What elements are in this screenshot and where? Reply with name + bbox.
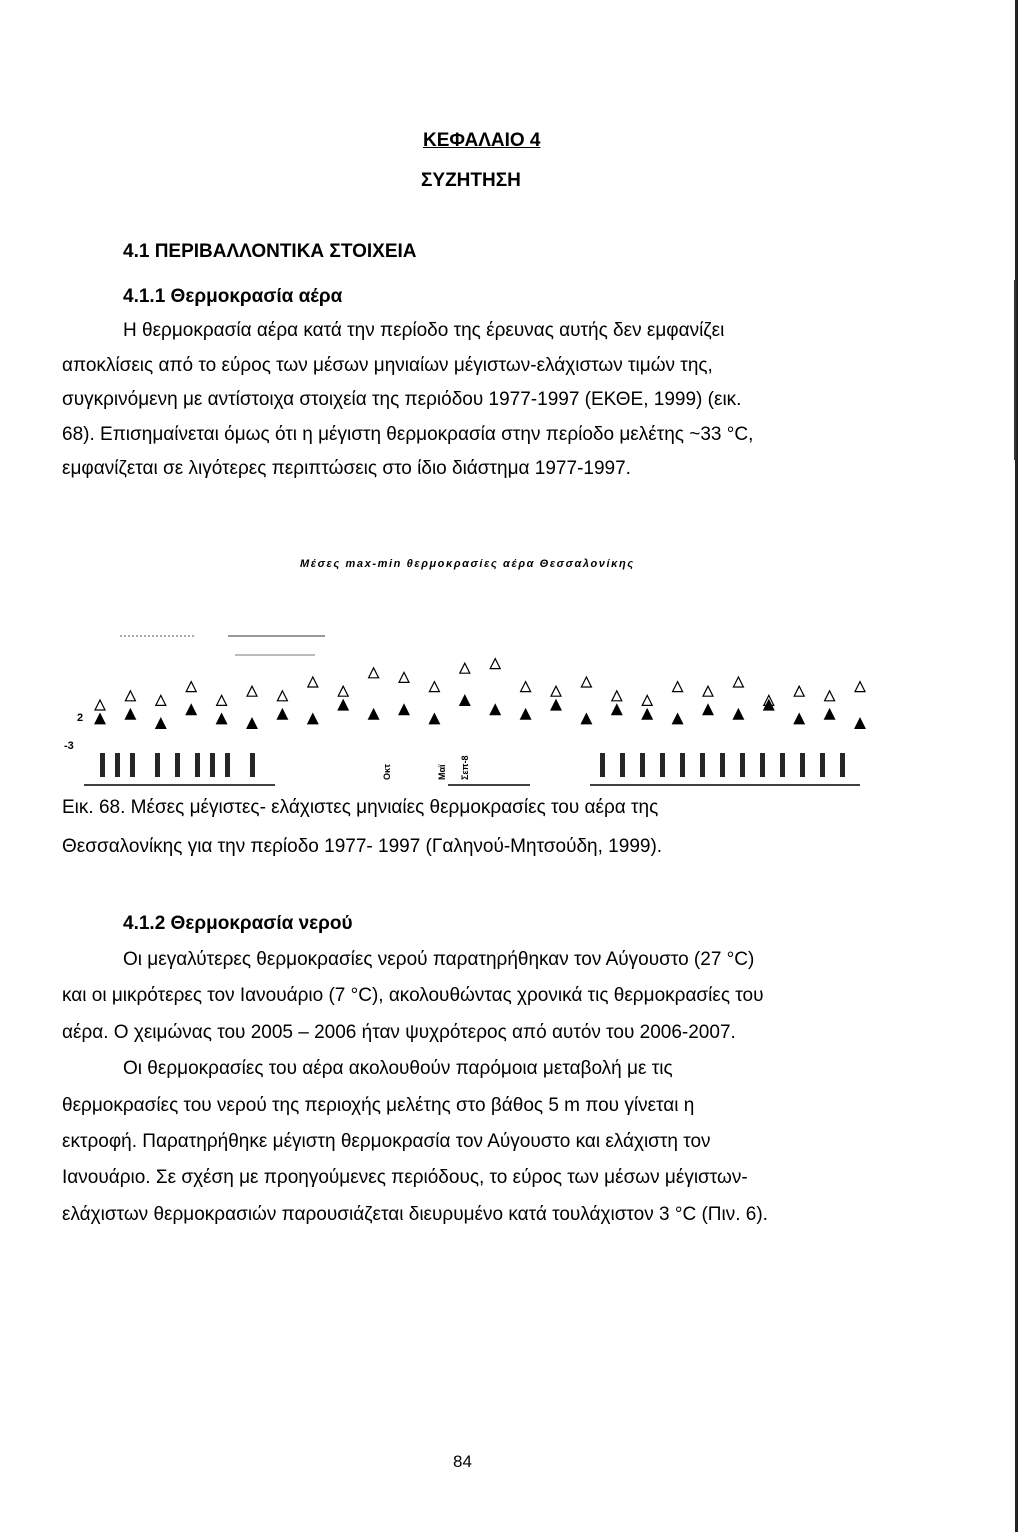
x-tick-mark bbox=[115, 753, 120, 777]
min-temp-marker bbox=[673, 714, 683, 724]
y-tick-label: -3 bbox=[64, 740, 74, 752]
max-temp-marker bbox=[186, 682, 196, 692]
text-line: αέρα. Ο χειμώνας του 2005 – 2006 ήταν ψυχρότερος από αυτόν του 2006-2007. bbox=[62, 1021, 736, 1043]
max-temp-marker bbox=[825, 691, 835, 701]
min-temp-marker bbox=[794, 714, 804, 724]
x-tick-mark bbox=[660, 753, 665, 777]
air-temperature-paragraph bbox=[62, 314, 884, 487]
x-tick-mark bbox=[780, 753, 785, 777]
min-temp-marker bbox=[217, 714, 227, 724]
temperature-chart bbox=[60, 548, 940, 798]
page-number: 84 bbox=[453, 1452, 472, 1471]
figure-caption bbox=[62, 788, 884, 866]
min-temp-marker bbox=[247, 718, 257, 728]
figure-title: Μέσες max-min θερμοκρασίες αέρα Θεσσαλονίκης bbox=[300, 558, 635, 570]
chapter-number: ΚΕΦΑΛΑΙΟ 4 bbox=[423, 130, 541, 151]
max-temp-marker bbox=[551, 686, 561, 696]
max-temp-marker bbox=[95, 700, 105, 710]
x-tick-mark bbox=[600, 753, 605, 777]
x-tick-mark bbox=[700, 753, 705, 777]
x-tick-mark bbox=[760, 753, 765, 777]
max-temp-marker bbox=[673, 682, 683, 692]
x-tick-mark bbox=[210, 753, 215, 777]
x-tick-mark bbox=[175, 753, 180, 777]
max-temp-marker bbox=[612, 691, 622, 701]
x-tick-mark bbox=[800, 753, 805, 777]
text-line: συγκρινόμενη με αντίστοιχα στοιχεία της περιόδου 1977-1997 (ΕΚΘΕ, 1999) (εικ. bbox=[62, 389, 742, 410]
caption-line: Εικ. 68. Μέσες μέγιστες- ελάχιστες μηνιαίες θερμοκρασίες του αέρα της bbox=[62, 797, 659, 818]
min-temp-marker bbox=[703, 705, 713, 715]
text-line: εμφανίζεται σε λιγότερες περιπτώσεις στο ίδιο διάστημα 1977-1997. bbox=[62, 458, 631, 479]
min-temp-marker bbox=[733, 709, 743, 719]
subsection-heading-air: 4.1.1 Θερμοκρασία αέρα bbox=[123, 286, 343, 307]
x-tick-mark bbox=[620, 753, 625, 777]
max-temp-marker bbox=[156, 695, 166, 705]
min-temp-marker bbox=[95, 714, 105, 724]
chapter-title: ΣΥΖΗΤΗΣΗ bbox=[421, 170, 521, 191]
min-temp-marker bbox=[642, 709, 652, 719]
text-line: Η θερμοκρασία αέρα κατά την περίοδο της έρευνας αυτής δεν εμφανίζει bbox=[123, 320, 725, 341]
min-temp-marker bbox=[581, 714, 591, 724]
max-temp-marker bbox=[399, 672, 409, 682]
x-tick-label: Σεπ-8 bbox=[460, 755, 470, 780]
min-temp-marker bbox=[369, 709, 379, 719]
max-temp-marker bbox=[277, 691, 287, 701]
max-temp-marker bbox=[338, 686, 348, 696]
text-line: αποκλίσεις από το εύρος των μέσων μηνιαίων μέγιστων-ελάχιστων τιμών της, bbox=[62, 354, 713, 376]
min-temp-marker bbox=[551, 700, 561, 710]
text-line: και οι μικρότερες τον Ιανουάριο (7 °C), ακολουθώντας χρονικά τις θερμοκρασίες του bbox=[62, 985, 764, 1007]
x-tick-mark bbox=[130, 753, 135, 777]
text-line: 68). Επισημαίνεται όμως ότι η μέγιστη θερμοκρασία στην περίοδο μελέτης ~33 °C, bbox=[62, 423, 754, 445]
x-tick-mark bbox=[640, 753, 645, 777]
x-tick-label: Μαϊ bbox=[437, 764, 447, 780]
min-temp-marker bbox=[612, 705, 622, 715]
min-temp-marker bbox=[399, 705, 409, 715]
max-temp-marker bbox=[794, 686, 804, 696]
min-temp-marker bbox=[308, 714, 318, 724]
scan-edge-mark bbox=[1014, 280, 1016, 460]
min-temp-marker bbox=[338, 700, 348, 710]
min-temp-marker bbox=[460, 695, 470, 705]
max-temp-marker bbox=[247, 686, 257, 696]
caption-line: Θεσσαλονίκης για την περίοδο 1977- 1997 (Γαληνού-Μητσούδη, 1999). bbox=[62, 836, 663, 857]
text-line: ελάχιστων θερμοκρασιών παρουσιάζεται διευρυμένο κατά τουλάχιστον 3 °C (Πιν. 6). bbox=[62, 1203, 768, 1225]
max-temp-marker bbox=[521, 682, 531, 692]
max-temp-marker bbox=[460, 663, 470, 673]
max-temp-marker bbox=[733, 677, 743, 687]
page-edge-shadow bbox=[1015, 0, 1018, 1532]
section-heading: 4.1 ΠΕΡΙΒΑΛΛΟΝΤΙΚΑ ΣΤΟΙΧΕΙΑ bbox=[123, 241, 417, 262]
x-tick-label: Οκτ bbox=[382, 763, 392, 780]
max-temp-marker bbox=[429, 682, 439, 692]
x-tick-mark bbox=[155, 753, 160, 777]
min-temp-marker bbox=[277, 709, 287, 719]
x-tick-mark bbox=[100, 753, 105, 777]
text-line: Οι μεγαλύτερες θερμοκρασίες νερού παρατηρήθηκαν τον Αύγουστο (27 °C) bbox=[123, 949, 755, 970]
x-tick-mark bbox=[680, 753, 685, 777]
text-line: θερμοκρασίες του νερού της περιοχής μελέτης στο βάθος 5 m που γίνεται η bbox=[62, 1094, 695, 1116]
min-temp-marker bbox=[429, 714, 439, 724]
y-tick-label: 2 bbox=[77, 712, 84, 724]
max-temp-marker bbox=[125, 691, 135, 701]
min-temp-marker bbox=[825, 709, 835, 719]
x-tick-mark bbox=[250, 753, 255, 777]
text-line: Ιανουάριο. Σε σχέση με προηγούμενες περιόδους, το εύρος των μέσων μέγιστων- bbox=[62, 1167, 748, 1189]
x-tick-mark bbox=[225, 753, 230, 777]
max-temp-marker bbox=[703, 686, 713, 696]
max-temp-marker bbox=[855, 682, 865, 692]
min-temp-marker bbox=[186, 705, 196, 715]
text-line: Οι θερμοκρασίες του αέρα ακολουθούν παρόμοια μεταβολή με τις bbox=[123, 1058, 673, 1080]
max-temp-marker bbox=[308, 677, 318, 687]
max-temp-marker bbox=[369, 668, 379, 678]
max-temp-marker bbox=[642, 695, 652, 705]
text-line: εκτροφή. Παρατηρήθηκε μέγιστη θερμοκρασία τον Αύγουστο και ελάχιστη τον bbox=[62, 1131, 711, 1153]
water-temperature-paragraph bbox=[62, 942, 884, 1233]
x-tick-mark bbox=[720, 753, 725, 777]
min-temp-marker bbox=[156, 718, 166, 728]
min-temp-marker bbox=[521, 709, 531, 719]
min-temp-marker bbox=[125, 709, 135, 719]
x-tick-mark bbox=[840, 753, 845, 777]
max-temp-marker bbox=[581, 677, 591, 687]
x-tick-mark bbox=[195, 753, 200, 777]
x-tick-mark bbox=[820, 753, 825, 777]
max-temp-marker bbox=[490, 659, 500, 669]
x-tick-mark bbox=[740, 753, 745, 777]
min-temp-marker bbox=[490, 705, 500, 715]
min-temp-marker bbox=[855, 718, 865, 728]
max-temp-marker bbox=[217, 695, 227, 705]
subsection-heading-water: 4.1.2 Θερμοκρασία νερού bbox=[123, 913, 353, 934]
